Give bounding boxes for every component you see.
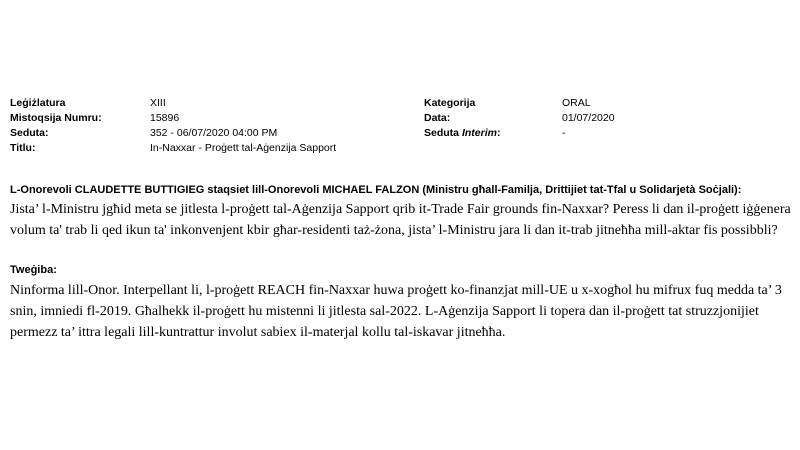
category-value: ORAL [562,97,591,109]
metadata-left-values [150,96,420,156]
interim-sitting-label-suffix: : [496,127,501,139]
minister-role: (Ministru għall-Familja, Drittijiet tat-Tfal u Solidarjetà Soċjali): [419,184,742,196]
question-header [10,184,790,196]
interim-sitting-label-prefix: Seduta [424,127,462,139]
minister-name: MICHAEL FALZON [322,184,420,196]
question-number-label: Mistoqsija Numru: [10,112,102,124]
category-label: Kategorija [424,97,476,109]
asker-name: CLAUDETTE BUTTIGIEG [74,184,205,196]
sitting-label: Seduta: [10,127,49,139]
interim-sitting-label [424,126,554,141]
answer-header: Tweġiba: [10,264,57,276]
question-prefix: L-Onorevoli [10,184,75,196]
answer-text: Ninforma lill-Onor. Interpellant li, l-proġett REACH fin-Naxxar huwa proġett ko-finanzjat mill-UE u x-xogħol hu mifrux fuq medda ta’ 3 snin, imniedi fl-2019. Għalhekk il-proġett hu mistenni li jitlesta sal-2022. L-Aġenzija Sapport li topera dan il-proġett tat struzzjonijiet permezz ta’ ittra legali lill-kuntrattur involut sabiex il-materjal kollu tal-iskavar jitneħħa. [10,283,782,340]
metadata-right-labels [424,96,554,141]
legislature-label: Leġiżlatura [10,97,66,109]
date-value: 01/07/2020 [562,112,615,124]
metadata-left-labels [10,96,140,156]
legislature-value: XIII [150,97,166,109]
sitting-value: 352 - 06/07/2020 04:00 PM [150,127,278,139]
title-label: Titlu: [10,142,36,154]
question-number-value: 15896 [150,112,180,124]
title-value: In-Naxxar - Proġett tal-Aġenzija Sapport [150,142,337,154]
interim-sitting-label-em: Interim [461,127,497,139]
interim-sitting-value: - [562,127,566,139]
question-middle: staqsiet lill-Onorevoli [204,184,323,196]
question-text: Jista’ l-Ministru jgħid meta se jitlesta l-proġett tal-Aġenzija Sapport qrib it-Trade Fair grounds fin-Naxxar? Peress li dan il-proġett iġġenera volum ta' trab li qed ikun ta' inkonvenjent kbir għar-residenti taż-żona, jista’ l-Ministru jara li dan it-trab jitneħħa mill-aktar fis possibbli? [10,202,791,238]
date-label: Data: [424,112,451,124]
metadata-right-values [562,96,762,141]
